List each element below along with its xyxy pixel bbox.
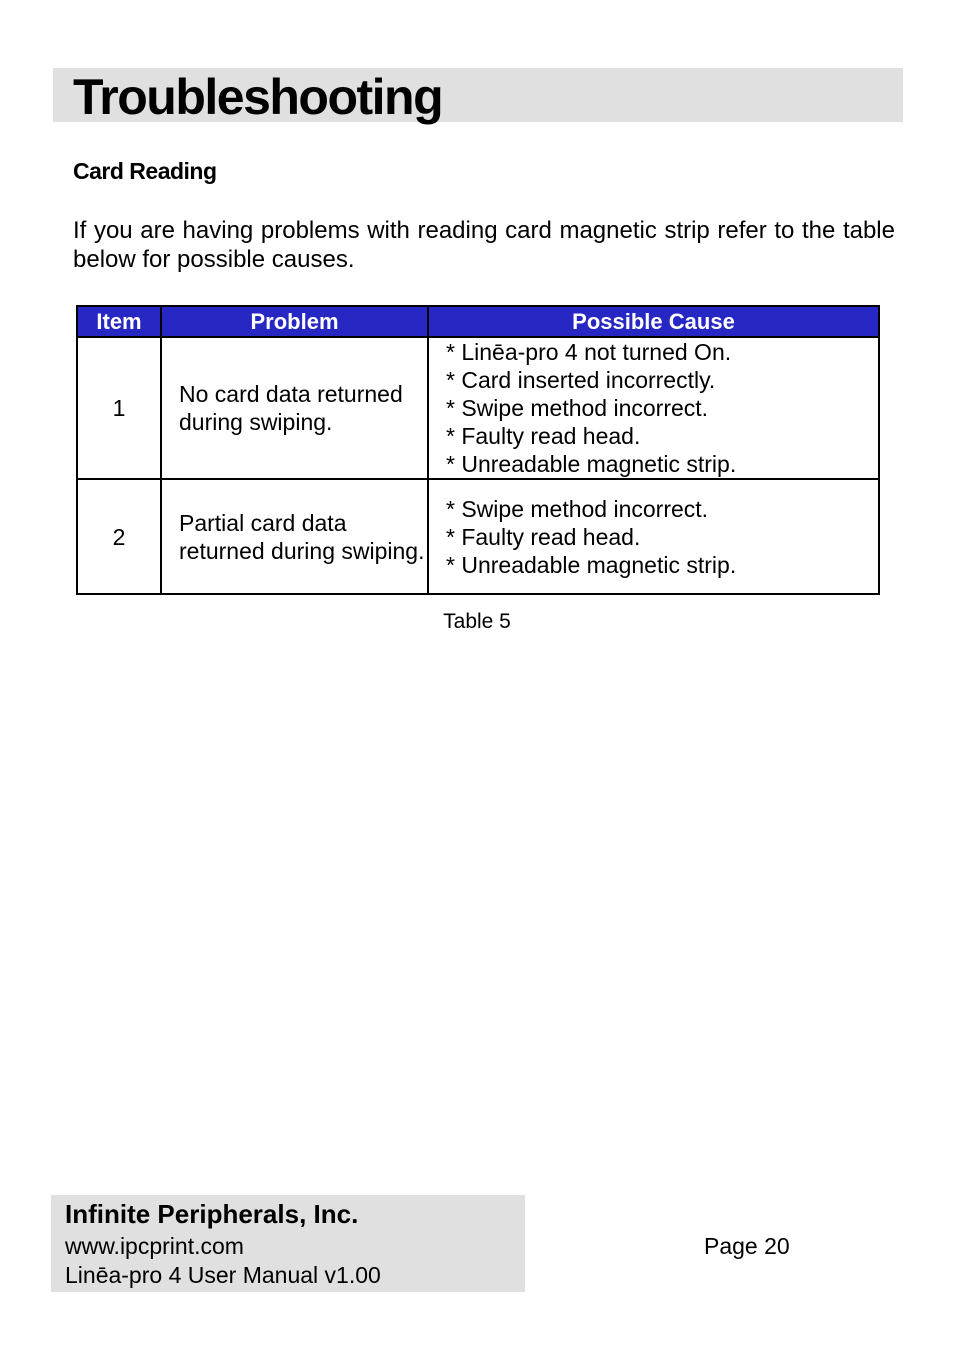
table-row xyxy=(77,337,879,479)
intro-paragraph: If you are having problems with reading card magnetic strip refer to the table below for possible causes. xyxy=(73,217,895,273)
troubleshooting-table xyxy=(76,305,880,595)
cause-line: * Swipe method incorrect. xyxy=(446,395,709,421)
table-row xyxy=(77,479,879,594)
title-bar xyxy=(53,68,903,125)
table-caption: Table 5 xyxy=(443,610,511,633)
footer-manual-version: Linēa-pro 4 User Manual v1.00 xyxy=(65,1262,381,1288)
footer-company: Infinite Peripherals, Inc. xyxy=(65,1199,359,1229)
cause-line: * Faulty read head. xyxy=(446,523,641,550)
table-header-row xyxy=(77,306,879,337)
cause-line: * Swipe method incorrect. xyxy=(446,495,709,522)
problem-cell: No card data returned during swiping. xyxy=(161,337,428,479)
cause-line: * Card inserted incorrectly. xyxy=(446,367,716,393)
problem-cell: Partial card data returned during swiping. xyxy=(161,479,428,594)
cause-cell xyxy=(428,337,879,479)
column-header-problem: Problem xyxy=(161,306,428,337)
cause-line: * Unreadable magnetic strip. xyxy=(446,551,737,578)
footer-box xyxy=(51,1195,525,1292)
cause-cell xyxy=(428,479,879,594)
item-cell: 1 xyxy=(77,337,161,479)
page-title: Troubleshooting xyxy=(73,69,443,125)
section-heading: Card Reading xyxy=(73,158,217,184)
cause-line: * Unreadable magnetic strip. xyxy=(446,451,737,477)
page-number: Page 20 xyxy=(704,1233,790,1259)
cause-line: * Linēa-pro 4 not turned On. xyxy=(446,339,732,365)
item-cell: 2 xyxy=(77,479,161,594)
footer-url: www.ipcprint.com xyxy=(65,1233,244,1259)
column-header-possible-cause: Possible Cause xyxy=(428,306,879,337)
column-header-item: Item xyxy=(77,306,161,337)
cause-line: * Faulty read head. xyxy=(446,423,641,449)
